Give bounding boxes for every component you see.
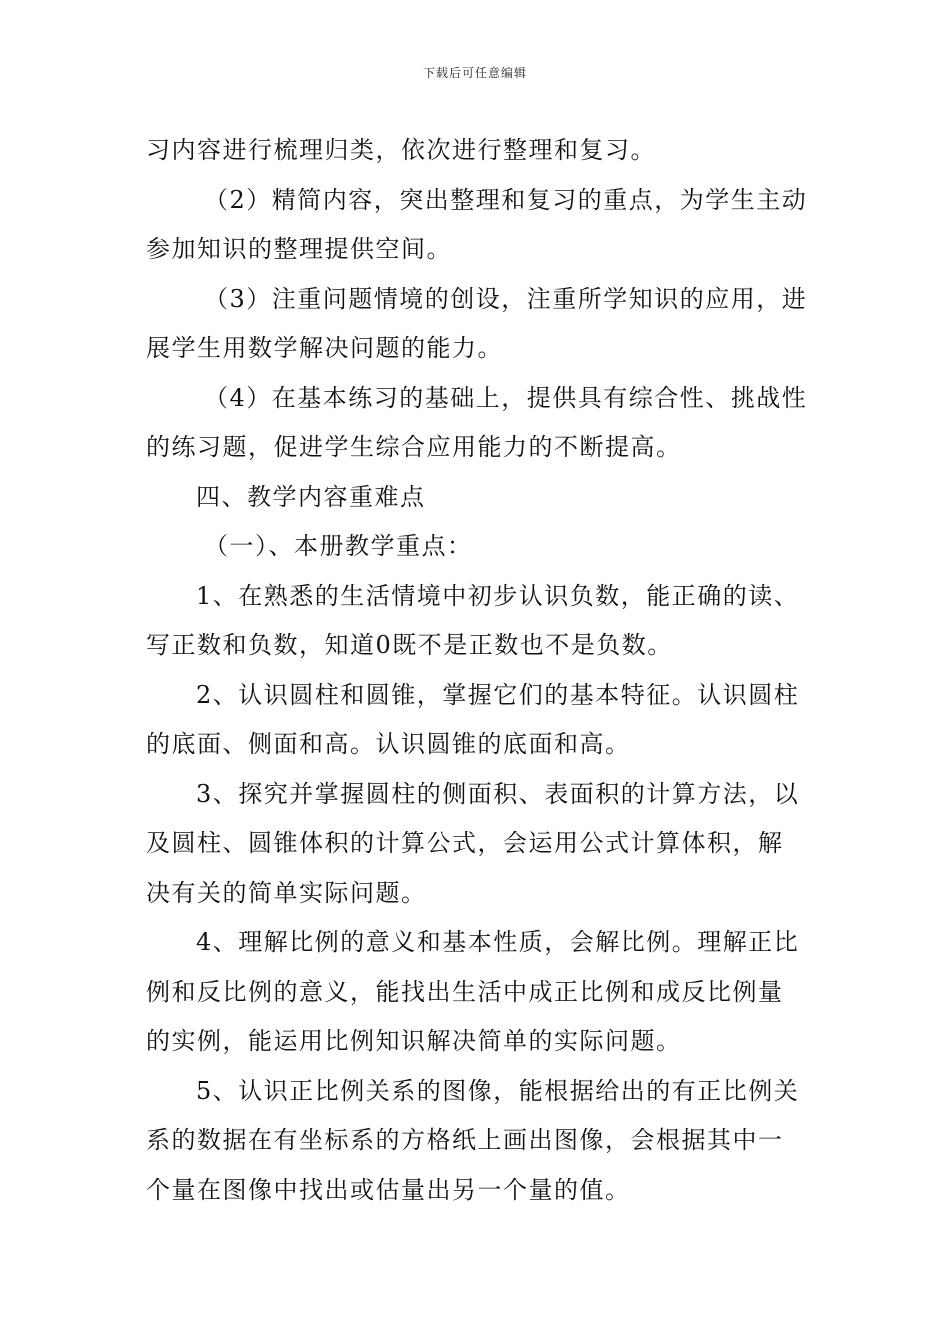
paragraph-line: 决有关的简单实际问题。	[146, 878, 427, 907]
paragraph-line: 参加知识的整理提供空间。	[146, 235, 452, 263]
paragraph-line: 2、认识圆柱和圆锥，掌握它们的基本特征。认识圆柱	[196, 680, 800, 709]
paragraph-line: 个量在图像中找出或估量出另一个量的值。	[146, 1175, 631, 1204]
paragraph-line: 写正数和负数，知道0既不是正数也不是负数。	[146, 631, 673, 659]
paragraph-line: 习内容进行梳理归类，依次进行整理和复习。	[146, 136, 656, 164]
header-note: 下载后可任意编辑	[422, 66, 527, 80]
paragraph-line: 及圆柱、圆锥体积的计算公式，会运用公式计算体积，解	[146, 829, 784, 857]
paragraph-line: （2）精简内容，突出整理和复习的重点，为学生主动	[204, 185, 808, 214]
subsection-heading: （一）、本册教学重点：	[204, 532, 473, 560]
paragraph-line: 的练习题，促进学生综合应用能力的不断提高。	[146, 433, 682, 461]
paragraph-line: 系的数据在有坐标系的方格纸上画出图像，会根据其中一	[146, 1126, 784, 1154]
paragraph-line: （3）注重问题情境的创设，注重所学知识的应用，进	[204, 284, 808, 313]
paragraph-line: 1、在熟悉的生活情境中初步认识负数，能正确的读、	[196, 581, 800, 610]
paragraph-line: 4、理解比例的意义和基本性质，会解比例。理解正比	[196, 928, 800, 956]
paragraph-line: 的底面、侧面和高。认识圆锥的底面和高。	[146, 730, 631, 758]
section-heading: 四、教学内容重难点	[196, 482, 426, 511]
paragraph-line: 的实例，能运用比例知识解决简单的实际问题。	[146, 1027, 682, 1055]
paragraph-line: 展学生用数学解决问题的能力。	[146, 334, 503, 362]
paragraph-line: 例和反比例的意义，能找出生活中成正比例和成反比例量	[146, 977, 784, 1006]
paragraph-line: 3、探究并掌握圆柱的侧面积、表面积的计算方法，以	[196, 779, 800, 808]
paragraph-line: （4）在基本练习的基础上，提供具有综合性、挑战性	[204, 383, 808, 412]
paragraph-line: 5、认识正比例关系的图像，能根据给出的有正比例关	[196, 1076, 800, 1105]
body-text	[146, 126, 810, 1215]
